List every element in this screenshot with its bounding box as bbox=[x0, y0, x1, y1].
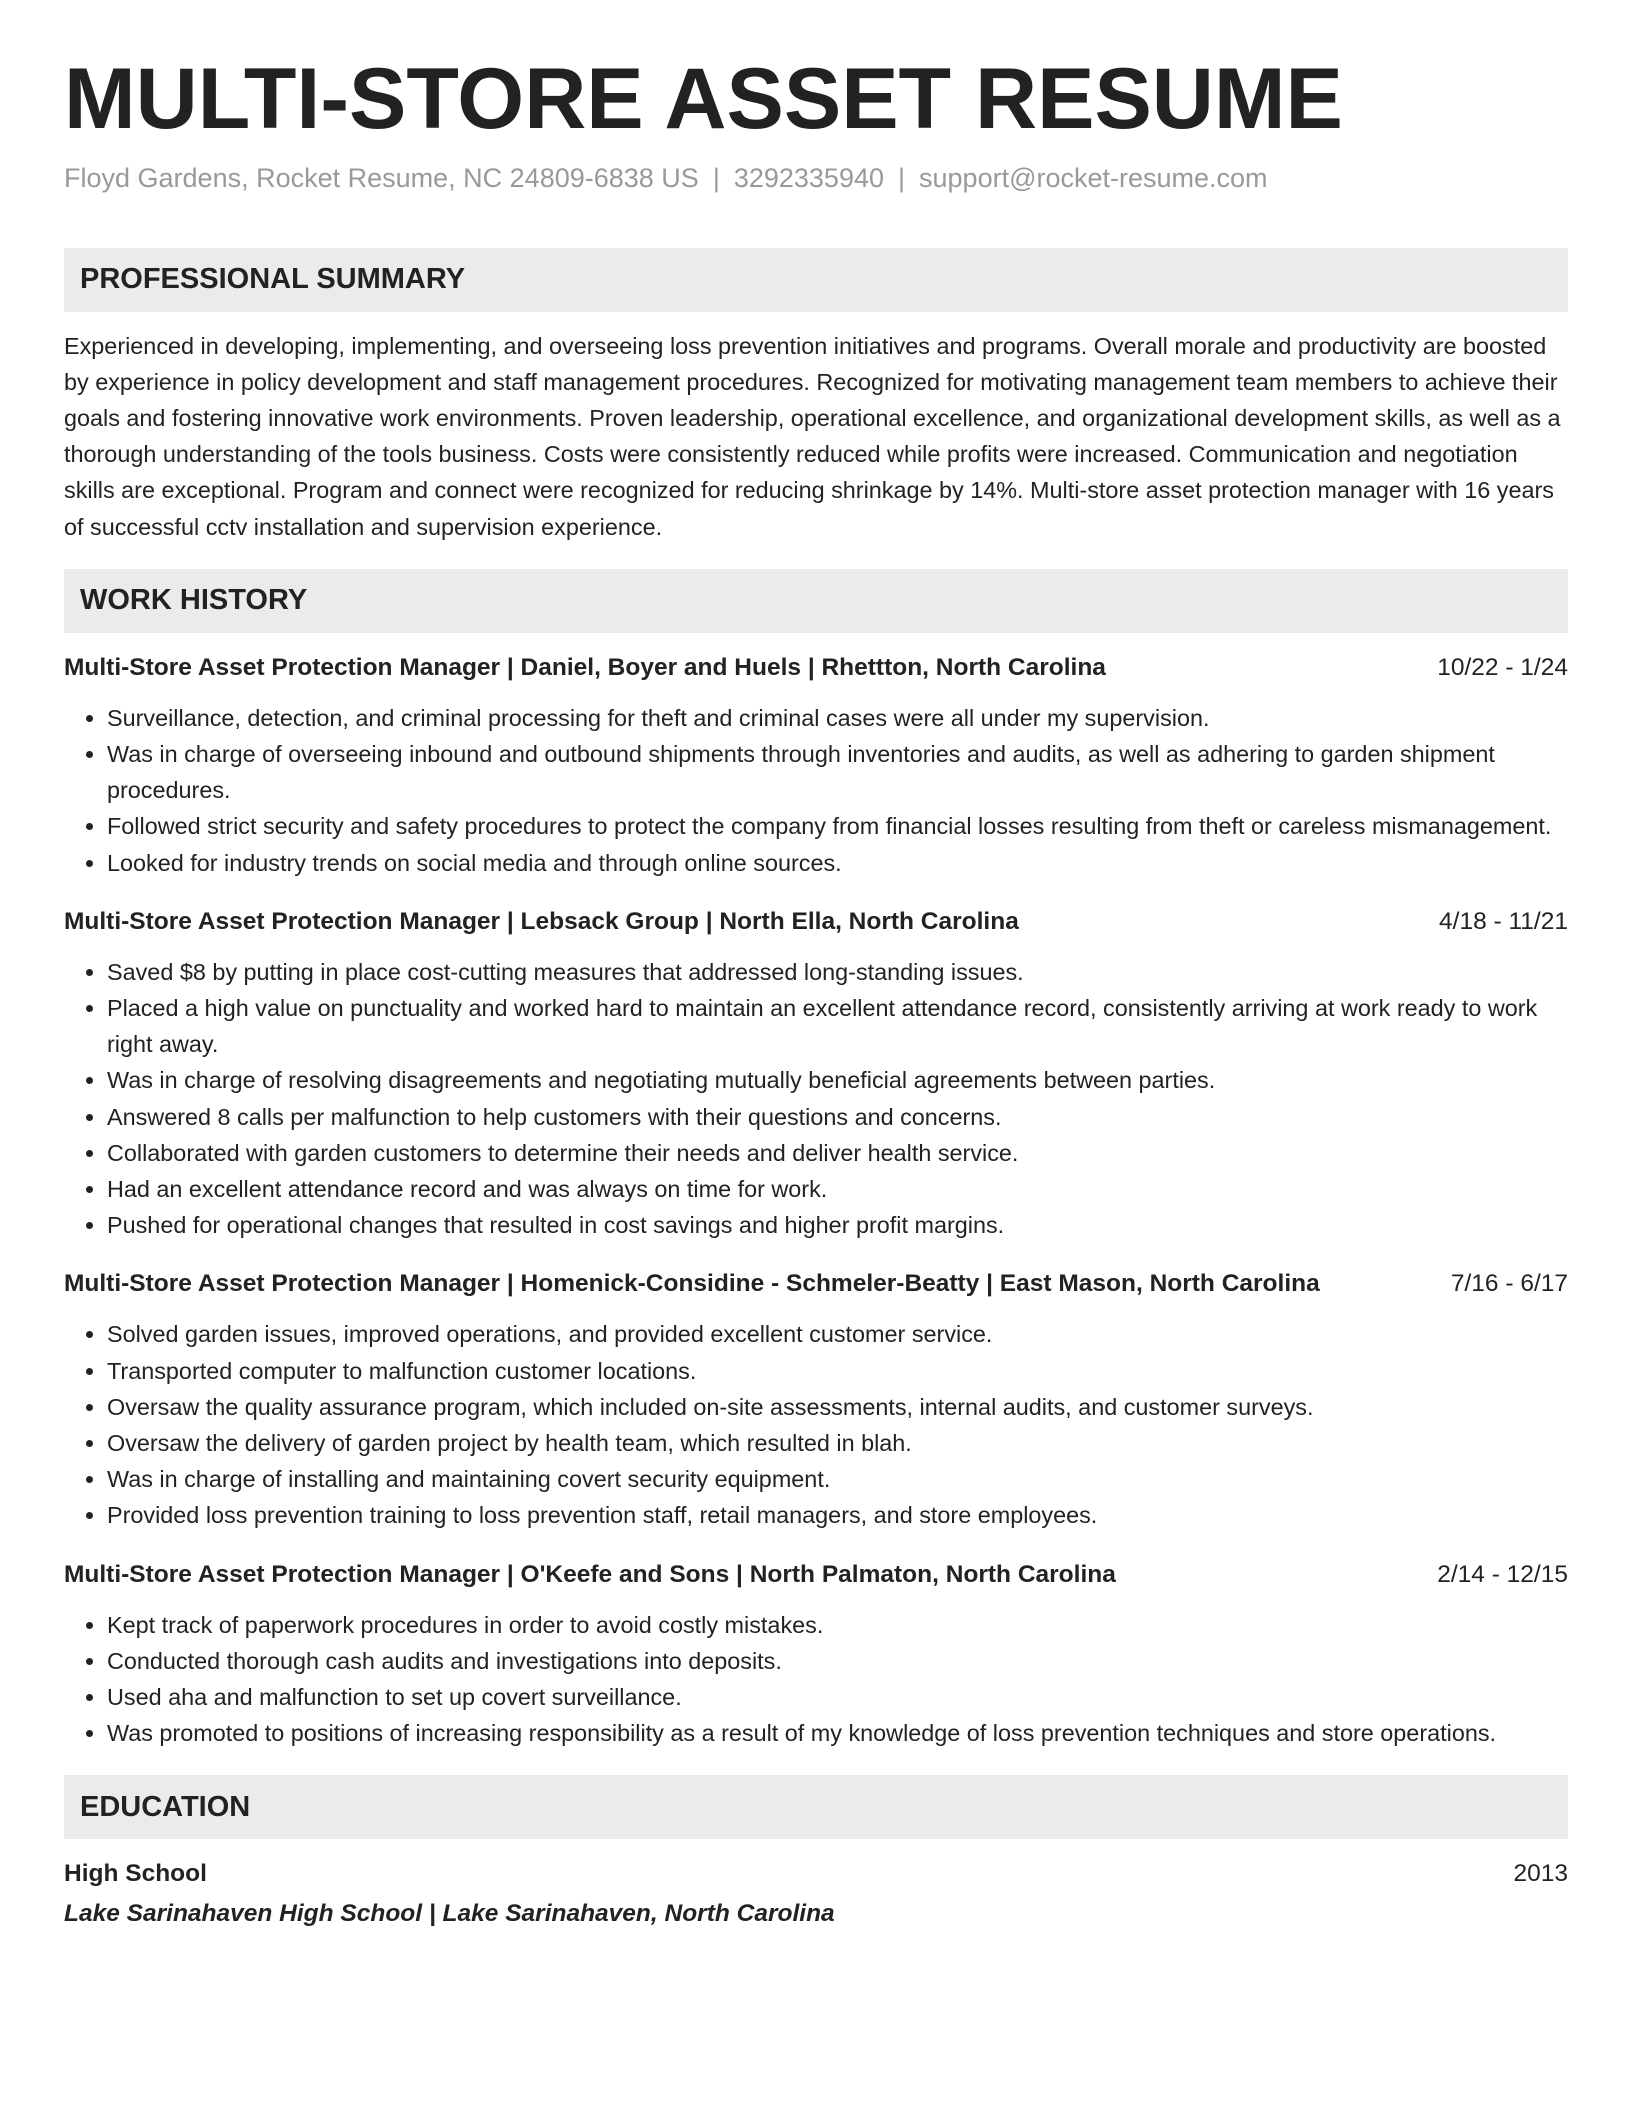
contact-line bbox=[64, 163, 1568, 194]
job-bullet: • Was in charge of installing and maintaining covert security equipment. bbox=[107, 1461, 1568, 1497]
contact-email: support@rocket-resume.com bbox=[919, 162, 1268, 193]
job-bullet: • Had an excellent attendance record and was always on time for work. bbox=[107, 1171, 1568, 1207]
job-bullet: • Conducted thorough cash audits and investigations into deposits. bbox=[107, 1643, 1568, 1679]
job-bullet: • Used aha and malfunction to set up covert surveillance. bbox=[107, 1679, 1568, 1715]
job-bullet: • Looked for industry trends on social media and through online sources. bbox=[107, 845, 1568, 881]
contact-phone: 3292335940 bbox=[733, 162, 884, 193]
job-dates: 2/14 - 12/15 bbox=[1437, 1560, 1568, 1588]
summary-heading: PROFESSIONAL SUMMARY bbox=[64, 248, 1568, 312]
job-bullet: • Was in charge of overseeing inbound and outbound shipments through inventories and audits, as well as adhering to garden shipment procedures. bbox=[107, 736, 1568, 808]
job-bullet: • Followed strict security and safety procedures to protect the company from financial losses resulting from theft or careless mismanagement. bbox=[107, 808, 1568, 844]
job-entry bbox=[64, 1558, 1568, 1752]
education-heading: EDUCATION bbox=[64, 1775, 1568, 1839]
job-bullet: • Surveillance, detection, and criminal processing for theft and criminal cases were all under my supervision. bbox=[107, 700, 1568, 736]
job-bullet: • Answered 8 calls per malfunction to help customers with their questions and concerns. bbox=[107, 1099, 1568, 1135]
contact-separator: | bbox=[898, 162, 906, 193]
job-bullet: • Oversaw the quality assurance program, which included on-site assessments, internal audits, and customer surveys. bbox=[107, 1389, 1568, 1425]
work-history-heading: WORK HISTORY bbox=[64, 569, 1568, 633]
job-bullets bbox=[64, 1316, 1568, 1533]
job-bullets bbox=[64, 1607, 1568, 1752]
education-degree: High School bbox=[64, 1860, 207, 1888]
job-dates: 10/22 - 1/24 bbox=[1437, 653, 1568, 681]
summary-text: Experienced in developing, implementing, and overseeing loss prevention initiatives and programs. Overall morale and productivity are boosted by experience in policy development and staff management procedures. Recognized for motivating management team members to achieve their goals and fostering innovative work environments. Proven leadership, operational excellence, and organizational development skills, as well as a thorough understanding of the tools business. Costs were consistently reduced while profits were increased. Communication and negotiation skills are exceptional. Program and connect were recognized for reducing shrinkage by 14%. Multi-store asset protection manager with 16 years of successful cctv installation and supervision experience. bbox=[64, 332, 1561, 540]
education-entry bbox=[64, 1857, 1568, 1891]
job-bullet: • Placed a high value on punctuality and worked hard to maintain an excellent attendance record, consistently arriving at work ready to work right away. bbox=[107, 990, 1568, 1062]
job-bullet: • Oversaw the delivery of garden project by health team, which resulted in blah. bbox=[107, 1425, 1568, 1461]
contact-separator: | bbox=[712, 162, 720, 193]
resume-title: MULTI-STORE ASSET RESUME bbox=[64, 51, 1343, 147]
job-bullet: • Transported computer to malfunction customer locations. bbox=[107, 1353, 1568, 1389]
job-entry bbox=[64, 651, 1568, 881]
job-header bbox=[64, 1267, 1568, 1301]
job-title: Multi-Store Asset Protection Manager | Daniel, Boyer and Huels | Rhettton, North Carolina bbox=[64, 653, 1106, 681]
job-bullet: • Was in charge of resolving disagreements and negotiating mutually beneficial agreements between parties. bbox=[107, 1062, 1568, 1098]
job-dates: 7/16 - 6/17 bbox=[1450, 1270, 1568, 1298]
job-title: Multi-Store Asset Protection Manager | O'Keefe and Sons | North Palmaton, North Carolina bbox=[64, 1560, 1116, 1588]
job-bullet: • Pushed for operational changes that resulted in cost savings and higher profit margins. bbox=[107, 1207, 1568, 1243]
job-bullet: • Was promoted to positions of increasing responsibility as a result of my knowledge of loss prevention techniques and store operations. bbox=[107, 1715, 1568, 1751]
job-entry bbox=[64, 1267, 1568, 1533]
job-header bbox=[64, 651, 1568, 685]
job-bullets bbox=[64, 954, 1568, 1244]
job-bullet: • Provided loss prevention training to loss prevention staff, retail managers, and store employees. bbox=[107, 1497, 1568, 1533]
job-title: Multi-Store Asset Protection Manager | Homenick-Considine - Schmeler-Beatty | East Mason, North Carolina bbox=[64, 1270, 1320, 1298]
job-bullets bbox=[64, 700, 1568, 881]
job-entry bbox=[64, 905, 1568, 1244]
job-header bbox=[64, 1558, 1568, 1592]
education-school: Lake Sarinahaven High School | Lake Sarinahaven, North Carolina bbox=[64, 1900, 835, 1928]
job-dates: 4/18 - 11/21 bbox=[1439, 907, 1568, 935]
job-bullet: • Solved garden issues, improved operations, and provided excellent customer service. bbox=[107, 1316, 1568, 1352]
job-bullet: • Collaborated with garden customers to determine their needs and deliver health service. bbox=[107, 1135, 1568, 1171]
job-bullet: • Saved $8 by putting in place cost-cutting measures that addressed long-standing issues. bbox=[107, 954, 1568, 990]
job-header bbox=[64, 905, 1568, 939]
job-title: Multi-Store Asset Protection Manager | Lebsack Group | North Ella, North Carolina bbox=[64, 907, 1019, 935]
contact-address: Floyd Gardens, Rocket Resume, NC 24809-6838 US bbox=[64, 162, 699, 193]
job-bullet: • Kept track of paperwork procedures in order to avoid costly mistakes. bbox=[107, 1607, 1568, 1643]
education-year: 2013 bbox=[1513, 1860, 1568, 1888]
